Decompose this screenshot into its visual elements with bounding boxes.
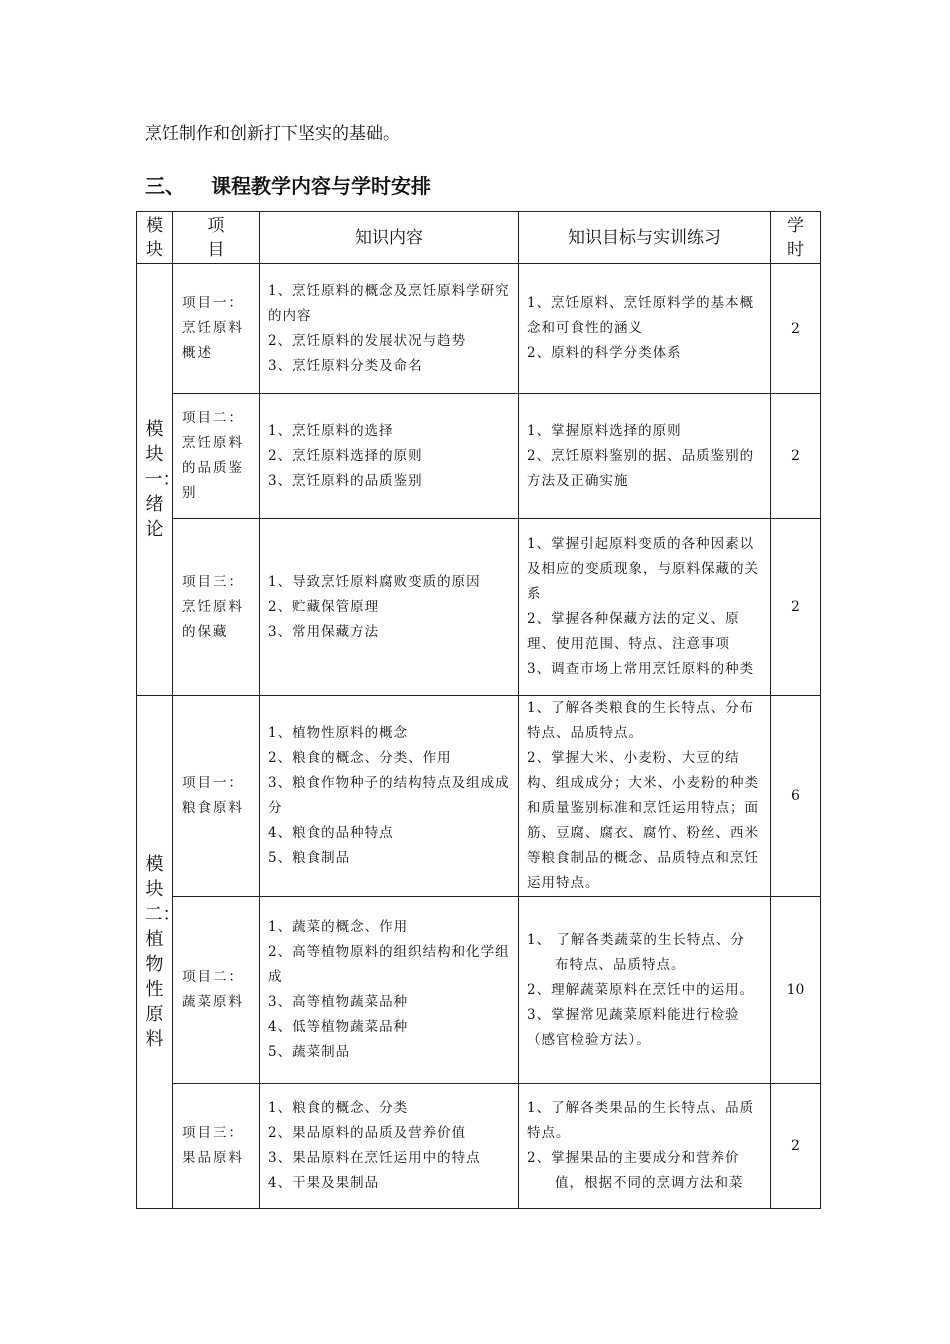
knowledge-cell (260, 519, 519, 696)
table-row (137, 519, 821, 696)
goal-item: 1、烹饪原料、烹饪原料学的基本概念和可食性的涵义 (527, 295, 755, 336)
knowledge-item: 2、高等植物原料的组织结构和化学组成 (268, 944, 510, 985)
hours-cell: 2 (771, 264, 821, 394)
project-cell: 项目二：蔬菜原料 (173, 897, 260, 1084)
project-cell: 项目一：烹饪原料概述 (173, 264, 260, 394)
goal-item: 2、原料的科学分类体系 (527, 345, 682, 361)
hours-cell: 10 (771, 897, 821, 1084)
goal-item: 1、掌握引起原料变质的各种因素以及相应的变质现象，与原料保藏的关系 (527, 536, 759, 602)
goals-cell (519, 519, 771, 696)
knowledge-item: 1、导致烹饪原料腐败变质的原因 (268, 573, 481, 590)
table-row (137, 696, 821, 897)
knowledge-item: 1、植物性原料的概念 (268, 725, 409, 741)
header-project: 项目 (173, 212, 260, 264)
hours-cell: 2 (771, 519, 821, 696)
table-header-row (137, 212, 821, 264)
knowledge-item: 1、烹饪原料的概念及烹饪原料学研究的内容 (268, 282, 510, 324)
table-row (137, 264, 821, 394)
knowledge-item: 4、低等植物蔬菜品种 (268, 1019, 409, 1035)
goal-item: 1、了解各类果品的生长特点、品质特点。 (527, 1100, 755, 1141)
goals-cell (519, 897, 771, 1084)
table-row (137, 1084, 821, 1209)
goal-item: 2、掌握大米、小麦粉、大豆的结构、组成成分；大米、小麦粉的种类和质量鉴别标准和烹饪运用特点；面筋、豆腐、腐衣、腐竹、粉丝、西米等粮食制品的概念、品质特点和烹饪运用特点。 (527, 750, 759, 891)
knowledge-item: 1、烹饪原料的选择 (268, 422, 394, 439)
knowledge-cell (260, 1084, 519, 1209)
hours-cell: 2 (771, 394, 821, 519)
knowledge-item: 5、粮食制品 (268, 850, 351, 866)
knowledge-item: 3、烹饪原料的品质鉴别 (268, 472, 423, 489)
knowledge-item: 1、粮食的概念、分类 (268, 1100, 409, 1116)
knowledge-item: 2、果品原料的品质及营养价值 (268, 1125, 467, 1141)
goal-item: 1、掌握原料选择的原则 (527, 422, 682, 439)
knowledge-item: 3、常用保藏方法 (268, 623, 380, 640)
goal-item: 值，根据不同的烹调方法和菜 (555, 1175, 744, 1191)
knowledge-cell (260, 394, 519, 519)
module-cell: 模块一：绪论 (137, 264, 173, 696)
header-knowledge: 知识内容 (260, 212, 519, 264)
knowledge-item: 3、粮食作物种子的结构特点及组成成分 (268, 775, 510, 816)
goals-cell (519, 394, 771, 519)
project-cell: 项目三：果品原料 (173, 1084, 260, 1209)
section-title: 课程教学内容与学时安排 (211, 174, 431, 198)
goal-item: 1、了解各类粮食的生长特点、分布特点、品质特点。 (527, 700, 755, 741)
knowledge-item: 5、蔬菜制品 (268, 1044, 351, 1060)
knowledge-item: 4、干果及果制品 (268, 1175, 380, 1191)
knowledge-cell (260, 897, 519, 1084)
knowledge-item: 2、贮藏保管原理 (268, 598, 380, 615)
table-row (137, 897, 821, 1084)
intro-paragraph: 烹饪制作和创新打下坚实的基础。 (145, 124, 400, 144)
project-cell: 项目一：粮食原料 (173, 696, 260, 897)
project-cell: 项目二：烹饪原料的品质鉴别 (173, 394, 260, 519)
knowledge-cell (260, 696, 519, 897)
table-row (137, 394, 821, 519)
knowledge-cell (260, 264, 519, 394)
hours-cell: 2 (771, 1084, 821, 1209)
knowledge-item: 2、粮食的概念、分类、作用 (268, 750, 452, 766)
knowledge-item: 3、烹饪原料分类及命名 (268, 357, 423, 374)
goal-item: 2、烹饪原料鉴别的据、品质鉴别的方法及正确实施 (527, 447, 755, 489)
goals-cell (519, 1084, 771, 1209)
module-cell: 模块二：植物性原料 (137, 696, 173, 1209)
header-module: 模块 (137, 212, 173, 264)
goal-item: 2、掌握各种保藏方法的定义、原理、使用范围、特点、注意事项 (527, 611, 740, 652)
hours-cell: 6 (771, 696, 821, 897)
knowledge-item: 1、蔬菜的概念、作用 (268, 919, 409, 935)
project-cell: 项目三：烹饪原料的保藏 (173, 519, 260, 696)
knowledge-item: 3、高等植物蔬菜品种 (268, 994, 409, 1010)
knowledge-item: 2、烹饪原料选择的原则 (268, 447, 423, 464)
goals-cell (519, 696, 771, 897)
goal-item: 3、掌握常见蔬菜原料能进行检验（感官检验方法）。 (527, 1006, 740, 1048)
goal-item: 1、 了解各类蔬菜的生长特点、分 (527, 931, 745, 948)
header-goals: 知识目标与实训练习 (519, 212, 771, 264)
goal-item: 3、调查市场上常用烹饪原料的种类 (527, 661, 755, 677)
section-number: 三、 (145, 174, 185, 198)
goal-item: 2、理解蔬菜原料在烹饪中的运用。 (527, 981, 755, 998)
goal-item: 布特点、品质特点。 (555, 956, 686, 973)
knowledge-item: 3、果品原料在烹饪运用中的特点 (268, 1150, 481, 1166)
header-hours: 学时 (771, 212, 821, 264)
section-heading (145, 170, 431, 199)
goals-cell (519, 264, 771, 394)
knowledge-item: 4、粮食的品种特点 (268, 825, 394, 841)
goal-item: 2、掌握果品的主要成分和营养价 (527, 1150, 740, 1166)
course-schedule-table (136, 211, 821, 1209)
knowledge-item: 2、烹饪原料的发展状况与趋势 (268, 332, 467, 349)
